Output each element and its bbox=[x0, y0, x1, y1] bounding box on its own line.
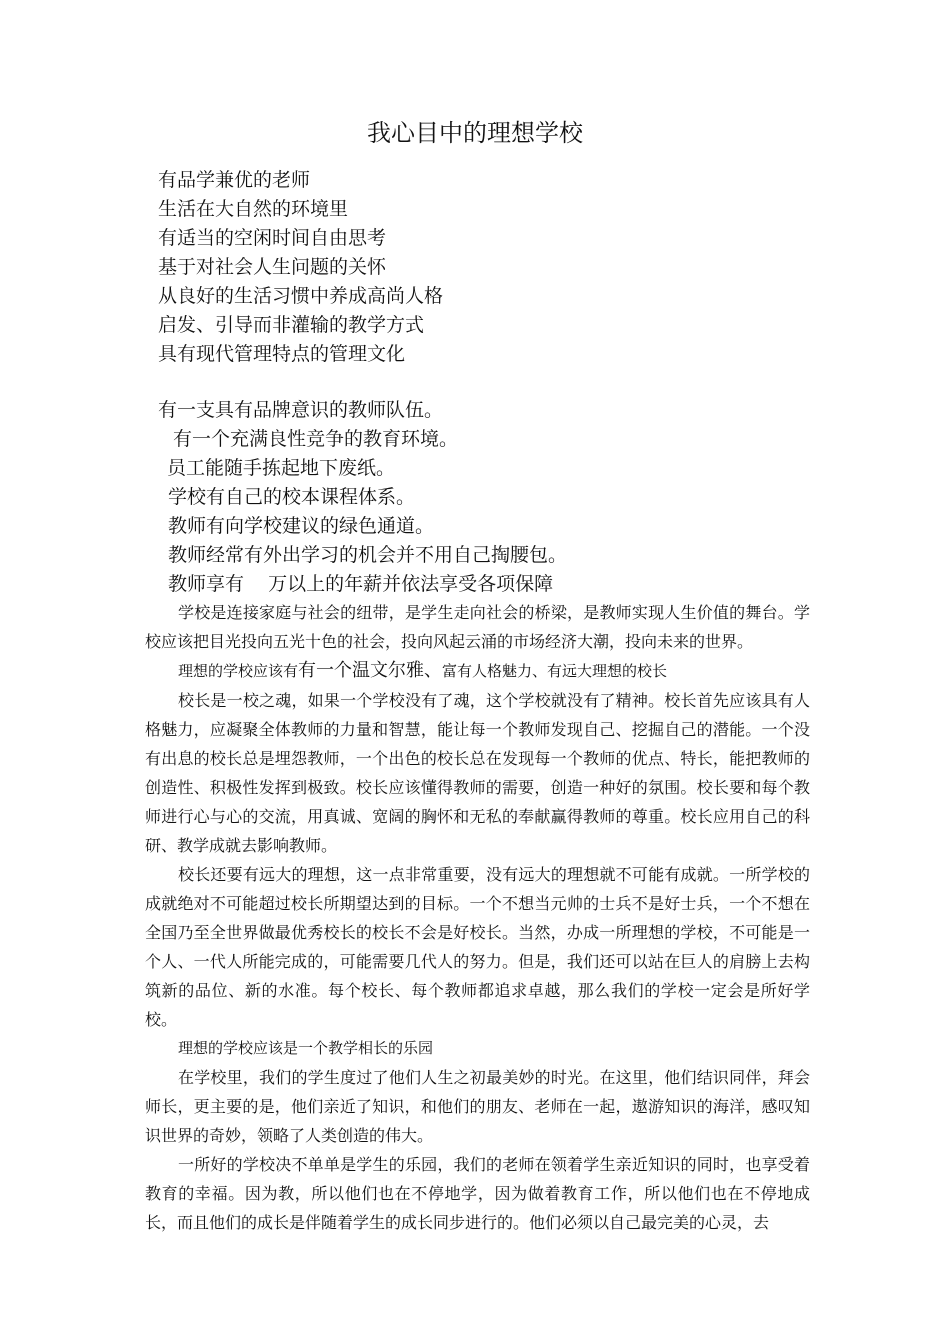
list-item: 员工能随手拣起地下废纸。 bbox=[167, 457, 396, 479]
paragraph: 在学校里，我们的学生度过了他们人生之初最美妙的时光。在这里，他们结识同伴，拜会师长，更主要的是，他们亲近了知识，和他们的朋友、老师在一起，遨游知识的海洋，感叹知识世界的奇妙，领略了人类创造的伟大。 bbox=[145, 1068, 810, 1145]
list-item: 启发、引导而非灌输的教学方式 bbox=[158, 314, 425, 336]
list-item: 有一支具有品牌意识的教师队伍。 bbox=[158, 399, 444, 421]
list-item: 基于对社会人生问题的关怀 bbox=[158, 256, 387, 278]
list-item: 有品学兼优的老师 bbox=[158, 169, 311, 191]
list-item: 有适当的空闲时间自由思考 bbox=[158, 227, 387, 249]
list-item: 生活在大自然的环境里 bbox=[158, 198, 349, 220]
paragraph: 一所好的学校决不单单是学生的乐园，我们的老师在领着学生亲近知识的同时，也享受着教育的幸福。因为教，所以他们也在不停地学，因为做着教育工作，所以他们也在不停地成长，而且他们的成长是伴随着学生的成长同步进行的。他们必须以自己最完美的心灵，去 bbox=[145, 1155, 810, 1232]
list-item: 教师有向学校建议的绿色通道。 bbox=[168, 515, 435, 537]
teacher-conditions-list bbox=[158, 396, 758, 599]
paragraph: 学校是连接家庭与社会的纽带，是学生走向社会的桥梁，是教师实现人生价值的舞台。学校应该把目光投向五光十色的社会，投向风起云涌的市场经济大潮，投向未来的世界。 bbox=[145, 603, 810, 651]
list-item: 教师经常有外出学习的机会并不用自己掏腰包。 bbox=[168, 544, 568, 566]
paragraph: 校长是一校之魂，如果一个学校没有了魂，这个学校就没有了精神。校长首先应该具有人格魅力，应凝聚全体教师的力量和智慧，能让每一个教师发现自己、挖掘自己的潜能。一个没有出息的校长总是埋怨教师，一个出色的校长总在发现每一个教师的优点、特长，能把教师的创造性、积极性发挥到极致。校长应该懂得教师的需要，创造一种好的氛围。校长要和每个教师进行心与心的交流，用真诚、宽阔的胸怀和无私的奉献赢得教师的尊重。校长应用自己的科研、教学成就去影响教师。 bbox=[145, 691, 810, 855]
list-item: 教师享有 万以上的年薪并依法享受各项保障 bbox=[168, 573, 554, 595]
article-body bbox=[145, 598, 810, 1237]
list-item: 具有现代管理特点的管理文化 bbox=[158, 343, 406, 365]
section-heading bbox=[145, 656, 810, 686]
heading-emphasis: 有一个温文尔雅、 bbox=[298, 660, 443, 681]
paragraph: 校长还要有远大的理想，这一点非常重要，没有远大的理想就不可能有成就。一所学校的成就绝对不可能超过校长所期望达到的目标。一个不想当元帅的士兵不是好士兵，一个不想在全国乃至全世界做最优秀校长的校长不会是好校长。当然，办成一所理想的学校，不可能是一个人、一代人所能完成的，可能需要几代人的努力。但是，我们还可以站在巨人的肩膀上去构筑新的品位、新的水准。每个校长、每个教师都追求卓越，那么我们的学校一定会是所好学校。 bbox=[145, 865, 810, 1029]
heading-prefix: 理想的学校应该有 bbox=[178, 662, 299, 680]
ideal-school-list bbox=[158, 166, 443, 369]
list-item: 从良好的生活习惯中养成高尚人格 bbox=[158, 285, 444, 307]
section-heading: 理想的学校应该是一个教学相长的乐园 bbox=[178, 1039, 434, 1057]
heading-suffix: 富有人格魅力、有远大理想的校长 bbox=[442, 662, 668, 680]
list-item: 学校有自己的校本课程体系。 bbox=[168, 486, 416, 508]
list-item: 有一个充满良性竞争的教育环境。 bbox=[173, 428, 459, 450]
document-title: 我心目中的理想学校 bbox=[367, 119, 583, 147]
